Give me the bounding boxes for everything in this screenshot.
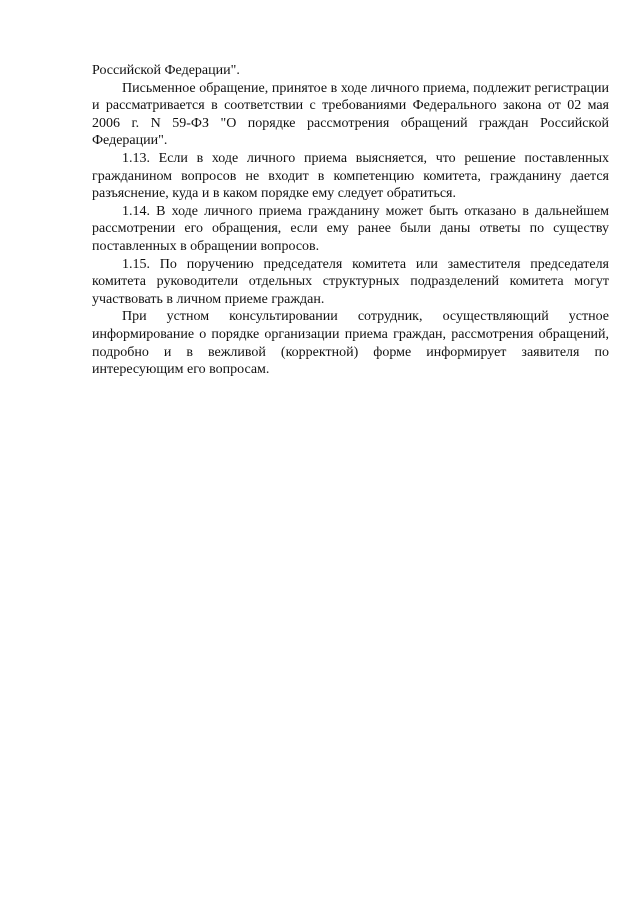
paragraph-oral-consultation: При устном консультировании сотрудник, осуществляющий устное информирование о порядке организации приема граждан, рассмотрения обращений, подробно и в вежливой (корректной) форме информирует заявителя по интересующим его вопросам. (92, 309, 609, 378)
paragraph-1-15: 1.15. По поручению председателя комитета или заместителя председателя комитета руководители отдельных структурных подразделений комитета могут участвовать в личном приеме граждан. (92, 256, 609, 307)
paragraph-1-13: 1.13. Если в ходе личного приема выясняется, что решение поставленных гражданином вопросов не входит в компетенцию комитета, гражданину дается разъяснение, куда и в каком порядке ему следует обратиться. (92, 150, 609, 202)
document-page (92, 62, 609, 379)
paragraph-1-14: 1.14. В ходе личного приема гражданину может быть отказано в дальнейшем рассмотрении его обращения, если ему ранее были даны ответы по существу поставленных в обращении вопросов. (92, 203, 609, 254)
paragraph-written-appeal: Письменное обращение, принятое в ходе личного приема, подлежит регистрации и рассматривается в соответствии с требованиями Федерального закона от 02 мая 2006 г. N 59-ФЗ "О порядке рассмотрения обращений граждан Российской Федерации". (92, 80, 609, 149)
paragraph-continuation: Российской Федерации". (92, 63, 240, 78)
